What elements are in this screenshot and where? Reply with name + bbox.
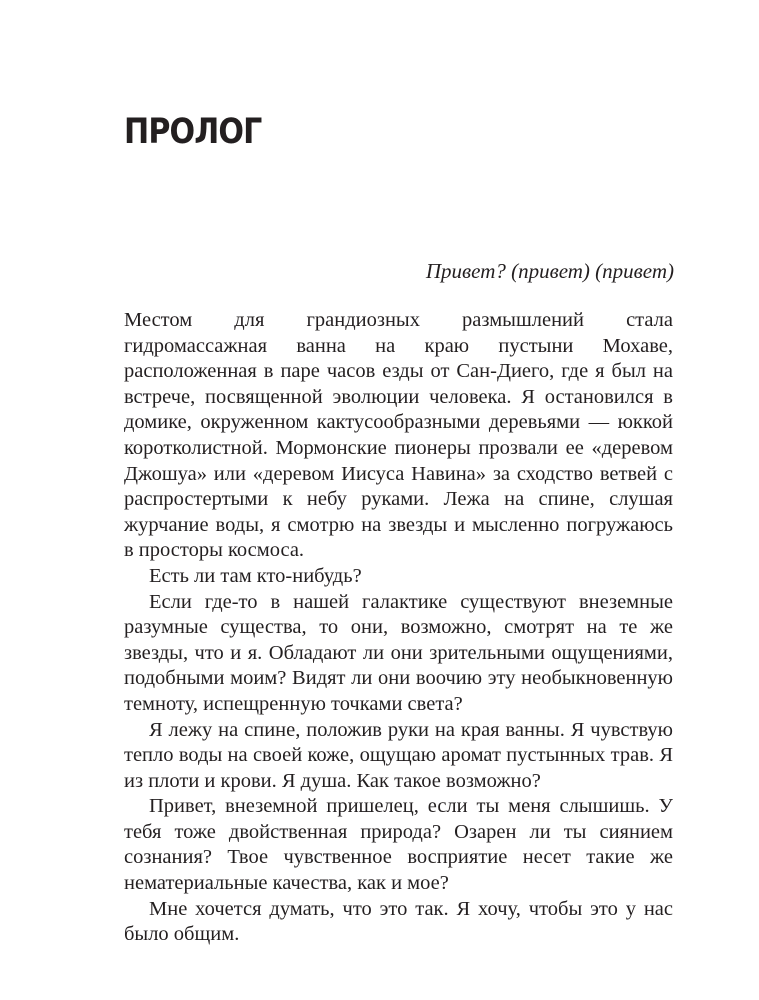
paragraph: Привет, внеземной пришелец, если ты меня слышишь. У тебя тоже двойственная природа? Озарен ли ты сиянием сознания? Твое чувственное восприятие несет такие же нематериальные качества, как и мое?: [124, 795, 673, 895]
paragraph: Если где-то в нашей галактике существуют внеземные разумные существа, то они, возможно, смотрят на те же звезды, что и я. Обладают ли они зрительными ощущениями, подобными моим? Видят ли они воочию эту необыкновенную темноту, испещренную точками света?: [124, 590, 673, 715]
chapter-body: [124, 308, 673, 948]
chapter-title: ПРОЛОГ: [124, 112, 262, 152]
paragraph: Мне хочется думать, что это так. Я хочу, чтобы это у нас было общим.: [124, 897, 673, 946]
paragraph: Я лежу на спине, положив руки на края ванны. Я чувствую тепло воды на своей коже, ощущаю аромат пустынных трав. Я из плоти и крови. Я душа. Как такое возможно?: [124, 718, 673, 792]
paragraph: Местом для грандиозных размышлений стала гидромассажная ванна на краю пустыни Мохаве, расположенная в паре часов езды от Сан-Диего, где я был на встрече, посвященной эволюции человека. Я остановился в домике, окруженном кактусообразными деревьями — юккой коротколистной. Мормонские пионеры прозвали ее «деревом Джошуа» или «деревом Иисуса Навина» за сходство ветвей с распростертыми к небу руками. Лежа на спине, слушая журчание воды, я смотрю на звезды и мысленно погружаюсь в просторы космоса.: [124, 309, 673, 562]
paragraph: Есть ли там кто-нибудь?: [149, 564, 362, 587]
epigraph: Привет? (привет) (привет): [425, 259, 674, 283]
